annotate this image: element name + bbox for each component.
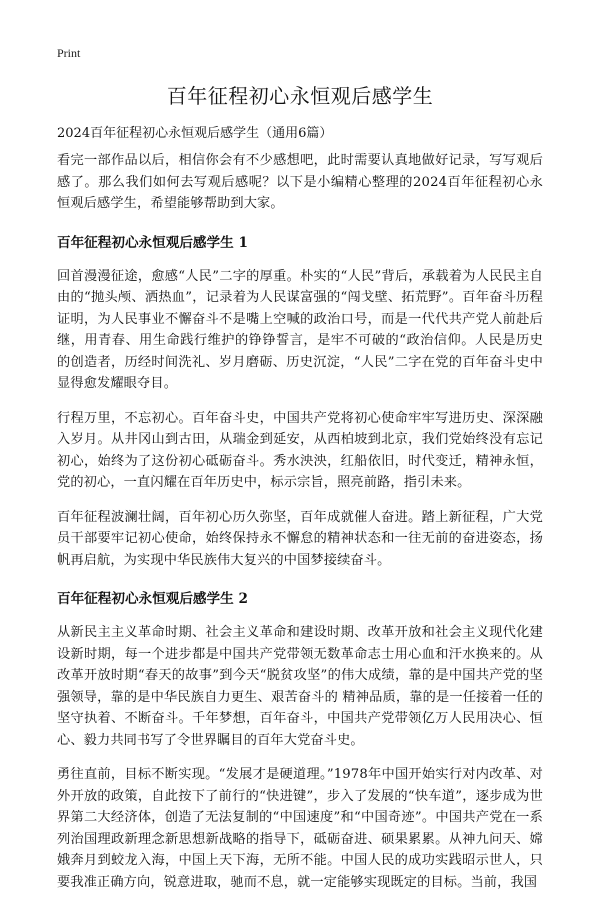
intro-paragraph: 看完一部作品以后，相信你会有不少感想吧，此时需要认真地做好记录，写写观后感了。那么我们如何去写观后感呢？以下是小编精心整理的2024百年征程初心永恒观后感学生，希望能够帮助到大家。 bbox=[57, 153, 543, 211]
article-body bbox=[57, 150, 543, 906]
body-paragraph: 从新民主主义革命时期、社会主义革命和建设时期、改革开放和社会主义现代化建设新时期，每一个进步都是中国共产党带领无数革命志士用心血和汗水换来的。从改革开放时期“春天的故事”到今天“脱贫攻坚”的伟大成绩，靠的是中国共产党的坚强领导，靠的是中华民族自力更生、艰苦奋斗的 精神品质，靠的是一任接着一任的坚守执着、不断奋斗。千年梦想，百年奋斗，中国共产党带领亿万人民用决心、恒心、毅力共同书写了令世界瞩目的百年大党奋斗史。 bbox=[57, 625, 543, 748]
body-paragraph: 勇往直前，目标不断实现。“发展才是硬道理。”1978年中国开始实行对内改革、对外开放的政策，自此按下了前行的“快进键”，步入了发展的“快车道”，逐步成为世界第二大经济体，创造了无法复制的“中国速度”和“中国奇迹”。中国共产党在一系列治国理政新理念新思想新战略的指导下，砥砺奋进、硕果累累。从神九问天、嫦娥奔月到蛟龙入海，中国上天下海，无所不能。中国人民的成功实践昭示世人，只要我准正确方向，锐意进取，驰而不息，就一定能够实现既定的目标。当前，我国 bbox=[57, 767, 543, 890]
document-subtitle: 2024百年征程初心永恒观后感学生（通用6篇） bbox=[57, 126, 333, 141]
print-link[interactable]: Print bbox=[57, 46, 81, 60]
section-heading: 百年征程初心永恒观后感学生 2 bbox=[57, 591, 248, 607]
section-heading: 百年征程初心永恒观后感学生 1 bbox=[57, 234, 248, 251]
body-paragraph: 百年征程波澜壮阔，百年初心历久弥坚，百年成就催人奋进。踏上新征程，广大党员干部要牢记初心使命，始终保持永不懈怠的精神状态和一往无前的奋进姿态，扬帆再启航，为实现中华民族伟大复兴的中国梦接续奋斗。 bbox=[57, 509, 543, 568]
body-paragraph: 回首漫漫征途，愈感“人民”二字的厚重。朴实的“人民”背后，承载着为人民民主自由的“抛头颅、洒热血”，记录着为人民谋富强的“闯戈壁、拓荒野”。百年奋斗历程证明，为人民事业不懈奋斗不是嘴上空喊的政治口号，而是一代代共产党人前赴后继，用青春、用生命践行维护的铮铮誓言，是牢不可破的“政治信仰。人民是历史的创造者，历经时间洗礼、岁月磨砺、历史沉淀，“人民”二字在党的百年奋斗史中显得愈发耀眼夺目。 bbox=[57, 268, 543, 391]
page-title: 百年征程初心永恒观后感学生 bbox=[166, 84, 434, 108]
body-paragraph: 行程万里，不忘初心。百年奋斗史，中国共产党将初心使命牢牢写进历史、深深融入岁月。从井冈山到古田，从瑞金到延安，从西柏坡到北京，我们党始终没有忘记初心，始终为了这份初心砥砺奋斗。秀水泱泱，红船依旧，时代变迁，精神永恒，党的初心，一直闪耀在百年历史中，标示宗旨，照亮前路，指引未来。 bbox=[57, 410, 543, 490]
